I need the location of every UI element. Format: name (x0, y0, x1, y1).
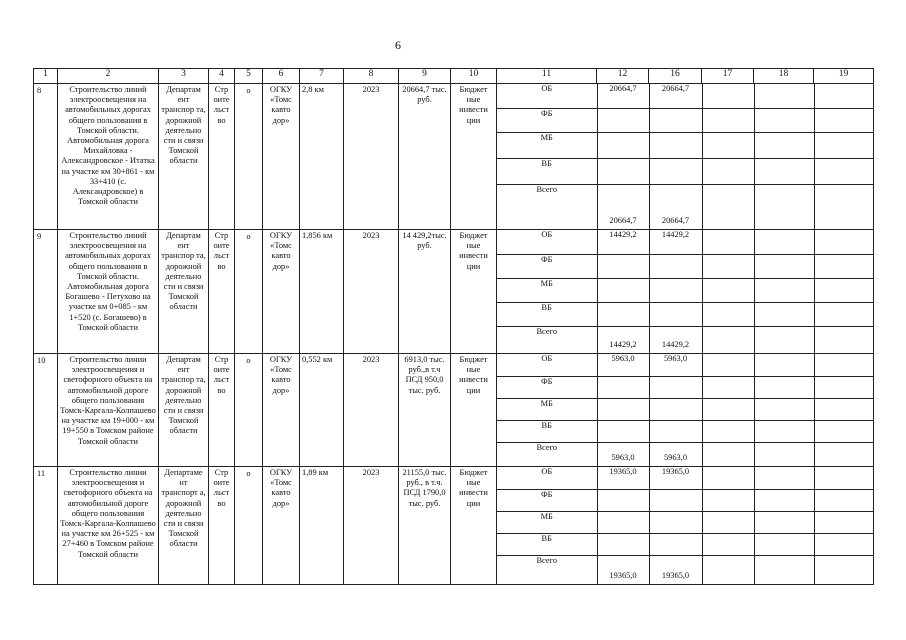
amount-col-16: 14429,2 (649, 230, 702, 254)
amount-col-16: 14429,2 (649, 326, 702, 353)
completion-year: 2023 (362, 355, 380, 364)
funding-source-label: ОБ (497, 84, 597, 108)
object-name: Строительство линии электроосвещения и светофорного объекта на автомобильной дороге общего пользования Томск-Каргала-Колпашево на участке км 26+525 - км 27+460 в Томском районе Томской области (60, 468, 156, 559)
row-number: 10 (37, 356, 46, 365)
header-cell: 12 (597, 69, 649, 84)
amount-col-12 (597, 158, 649, 184)
amount-col-19 (814, 230, 874, 254)
amount-col-18 (754, 108, 814, 132)
amount-col-17 (702, 420, 754, 442)
amount-col-17 (702, 442, 754, 466)
amount-col-12 (597, 108, 649, 132)
amount-col-19 (814, 108, 874, 132)
row-number: 11 (37, 469, 46, 478)
amount-col-18 (754, 354, 814, 376)
amount-col-19 (814, 376, 874, 398)
funding-row (497, 326, 874, 353)
customer-name: ОГКУ «Томс кавто дор» (269, 85, 293, 125)
amount-col-18 (754, 398, 814, 420)
table-row (34, 84, 874, 230)
funding-row (497, 158, 874, 184)
amount-col-19 (814, 467, 874, 489)
object-name: Строительство линий электроосвещения на автомобильных дорогах общего пользования в Томской области. Автомобильная дорога Богашево - Петухово на участке км 0+085 - км 1+520 (с. Богашево) в Томской области (65, 231, 151, 332)
completion-year: 2023 (362, 231, 380, 240)
amount-col-17 (702, 489, 754, 511)
estimated-cost: 21155,0 тыс. руб., в т.ч. ПСД 1790,0 тыс. руб. (402, 468, 447, 508)
amount-col-19 (814, 132, 874, 158)
funding-row (497, 278, 874, 302)
amount-col-17 (702, 84, 754, 108)
amount-col-19 (814, 533, 874, 555)
investment-type: Бюджет ные инвести ции (459, 231, 488, 271)
work-code: о (246, 356, 251, 365)
amount-col-17 (702, 533, 754, 555)
funding-source-label: МБ (497, 398, 597, 420)
amount-col-12 (597, 398, 649, 420)
funding-source-label: ВБ (497, 302, 597, 326)
amount-col-12: 20664,7 (597, 184, 649, 229)
work-type: Стр оите льст во (213, 85, 230, 125)
header-cell: 11 (497, 69, 597, 84)
funding-row (497, 302, 874, 326)
funding-sources (497, 230, 874, 353)
object-length: 0,552 км (302, 355, 333, 364)
funding-row (497, 132, 874, 158)
amount-col-17 (702, 278, 754, 302)
amount-col-18 (754, 326, 814, 353)
funding-row (497, 555, 874, 584)
header-cell: 16 (649, 69, 702, 84)
funding-row (497, 420, 874, 442)
amount-col-16 (649, 302, 702, 326)
amount-col-18 (754, 467, 814, 489)
header-cell: 10 (451, 69, 497, 84)
funding-source-label: ОБ (497, 230, 597, 254)
investment-type: Бюджет ные инвести ции (459, 355, 488, 395)
object-length: 1,856 км (302, 231, 333, 240)
header-cell: 6 (263, 69, 300, 84)
amount-col-19 (814, 278, 874, 302)
amount-col-19 (814, 398, 874, 420)
amount-col-17 (702, 230, 754, 254)
amount-col-12: 19365,0 (597, 555, 649, 584)
amount-col-18 (754, 533, 814, 555)
amount-col-19 (814, 84, 874, 108)
object-length: 1,89 км (302, 468, 329, 477)
amount-col-16 (649, 108, 702, 132)
amount-col-18 (754, 132, 814, 158)
customer-name: ОГКУ «Томс кавто дор» (269, 355, 293, 395)
amount-col-17 (702, 108, 754, 132)
amount-col-16: 19365,0 (649, 467, 702, 489)
amount-col-17 (702, 376, 754, 398)
amount-col-18 (754, 420, 814, 442)
work-code: о (246, 232, 251, 241)
customer-name: ОГКУ «Томс кавто дор» (269, 468, 293, 508)
table-row (34, 230, 874, 354)
department-name: Департаме нт транспорт а, дорожной деятельно сти и связи Томской области (161, 468, 206, 549)
funding-source-label: МБ (497, 278, 597, 302)
work-type: Стр оите льст во (213, 355, 230, 395)
funding-source-label: ВБ (497, 420, 597, 442)
amount-col-12 (597, 511, 649, 533)
header-cell: 8 (344, 69, 399, 84)
funding-source-label: ФБ (497, 108, 597, 132)
amount-col-12 (597, 489, 649, 511)
header-cell: 9 (399, 69, 451, 84)
header-cell: 3 (159, 69, 209, 84)
customer-name: ОГКУ «Томс кавто дор» (269, 231, 293, 271)
amount-col-16 (649, 489, 702, 511)
amount-col-19 (814, 420, 874, 442)
amount-col-17 (702, 302, 754, 326)
funding-row (497, 442, 874, 466)
funding-sources (497, 467, 874, 584)
amount-col-17 (702, 132, 754, 158)
funding-source-label: Всего (536, 555, 558, 565)
amount-col-18 (754, 555, 814, 584)
work-code: о (246, 469, 251, 478)
work-type: Стр оите льст во (213, 231, 230, 271)
header-cell: 17 (702, 69, 754, 84)
funding-row (497, 398, 874, 420)
amount-col-19 (814, 489, 874, 511)
amount-col-19 (814, 158, 874, 184)
amount-col-17 (702, 158, 754, 184)
amount-col-16 (649, 533, 702, 555)
estimated-cost: 14 429,2тыс. руб. (402, 231, 447, 251)
amount-col-19 (814, 555, 874, 584)
funding-source-label: ВБ (497, 533, 597, 555)
funding-source-label: ВБ (497, 158, 597, 184)
header-cell: 5 (235, 69, 263, 84)
amount-col-18 (754, 278, 814, 302)
amount-col-12 (597, 302, 649, 326)
funding-row (497, 254, 874, 278)
amount-col-16: 5963,0 (649, 442, 702, 466)
amount-col-19 (814, 254, 874, 278)
funding-source-label: МБ (497, 132, 597, 158)
amount-col-19 (814, 184, 874, 229)
amount-col-12 (597, 376, 649, 398)
amount-col-18 (754, 376, 814, 398)
amount-col-17 (702, 467, 754, 489)
amount-col-12: 19365,0 (597, 467, 649, 489)
amount-col-18 (754, 442, 814, 466)
estimated-cost: 20664,7 тыс. руб. (402, 85, 447, 105)
work-type: Стр оите льст во (213, 468, 230, 508)
amount-col-12: 14429,2 (597, 326, 649, 353)
amount-col-16 (649, 254, 702, 278)
header-cell: 19 (814, 69, 874, 84)
amount-col-12: 5963,0 (597, 442, 649, 466)
investment-type: Бюджет ные инвести ции (459, 468, 488, 508)
amount-col-12 (597, 420, 649, 442)
header-cell: 4 (209, 69, 235, 84)
funding-sources (497, 84, 874, 229)
amount-col-16: 20664,7 (649, 184, 702, 229)
amount-col-12 (597, 254, 649, 278)
estimated-cost: 6913,0 тыс. руб.,в т.ч ПСД 950,0 тыс. руб. (404, 355, 445, 395)
header-cell: 18 (754, 69, 814, 84)
amount-col-16 (649, 376, 702, 398)
completion-year: 2023 (362, 85, 380, 94)
amount-col-16: 20664,7 (649, 84, 702, 108)
department-name: Департам ент транспор та, дорожной деятельно сти и связи Томской области (161, 355, 206, 436)
amount-col-19 (814, 442, 874, 466)
amount-col-16 (649, 132, 702, 158)
amount-col-17 (702, 254, 754, 278)
amount-col-18 (754, 302, 814, 326)
work-code: о (246, 86, 251, 95)
funding-source-label: МБ (497, 511, 597, 533)
object-name: Строительство линий электроосвещения на автомобильных дорогах общего пользования в Томской области. Автомобильная дорога Михайловка - Александровское - Итатка на участке км 30+861 - км 33+410 (с. Александровское) в Томской области (61, 85, 155, 207)
funding-source-label: ОБ (497, 354, 597, 376)
funding-source-label: Всего (536, 184, 558, 194)
amount-col-18 (754, 184, 814, 229)
table-row (34, 354, 874, 467)
row-number: 8 (37, 86, 42, 95)
header-row (34, 69, 874, 84)
funding-source-label: ФБ (497, 376, 597, 398)
amount-col-12 (597, 132, 649, 158)
amount-col-16: 19365,0 (649, 555, 702, 584)
funding-row (497, 230, 874, 254)
amount-col-17 (702, 326, 754, 353)
funding-row (497, 376, 874, 398)
investment-table (33, 68, 874, 585)
completion-year: 2023 (362, 468, 380, 477)
amount-col-17 (702, 398, 754, 420)
funding-source-label: Всего (536, 442, 558, 452)
amount-col-12: 5963,0 (597, 354, 649, 376)
funding-row (497, 511, 874, 533)
amount-col-18 (754, 511, 814, 533)
header-cell: 2 (58, 69, 159, 84)
funding-source-label: Всего (536, 326, 558, 336)
funding-source-label: ОБ (497, 467, 597, 489)
amount-col-18 (754, 230, 814, 254)
amount-col-17 (702, 555, 754, 584)
funding-row (497, 467, 874, 489)
page-number: 6 (395, 38, 401, 52)
amount-col-16: 5963,0 (649, 354, 702, 376)
amount-col-17 (702, 184, 754, 229)
amount-col-19 (814, 326, 874, 353)
amount-col-19 (814, 354, 874, 376)
funding-row (497, 489, 874, 511)
header-cell: 7 (300, 69, 344, 84)
funding-source-label: ФБ (497, 489, 597, 511)
amount-col-18 (754, 158, 814, 184)
amount-col-19 (814, 302, 874, 326)
table-row (34, 467, 874, 585)
amount-col-16 (649, 158, 702, 184)
funding-row (497, 108, 874, 132)
funding-sources (497, 354, 874, 466)
amount-col-16 (649, 420, 702, 442)
funding-row (497, 354, 874, 376)
funding-source-label: ФБ (497, 254, 597, 278)
amount-col-16 (649, 278, 702, 302)
object-length: 2,8 км (302, 85, 324, 94)
amount-col-16 (649, 511, 702, 533)
header-cell: 1 (34, 69, 58, 84)
amount-col-18 (754, 489, 814, 511)
amount-col-17 (702, 511, 754, 533)
object-name: Строительство линии электроосвещения и светофорного объекта на автомобильной дороге общего пользования Томск-Каргала-Колпашево на участке км 19+000 - км 19+550 в Томском районе Томской области (60, 355, 156, 446)
amount-col-12: 20664,7 (597, 84, 649, 108)
funding-row (497, 533, 874, 555)
amount-col-12: 14429,2 (597, 230, 649, 254)
investment-type: Бюджет ные инвести ции (459, 85, 488, 125)
funding-row (497, 184, 874, 229)
department-name: Департам ент транспор та, дорожной деятельно сти и связи Томской области (161, 85, 206, 166)
funding-row (497, 84, 874, 108)
amount-col-12 (597, 278, 649, 302)
amount-col-18 (754, 84, 814, 108)
amount-col-17 (702, 354, 754, 376)
amount-col-19 (814, 511, 874, 533)
amount-col-18 (754, 254, 814, 278)
row-number: 9 (37, 232, 42, 241)
department-name: Департам ент транспор та, дорожной деятельно сти и связи Томской области (161, 231, 206, 312)
amount-col-12 (597, 533, 649, 555)
amount-col-16 (649, 398, 702, 420)
